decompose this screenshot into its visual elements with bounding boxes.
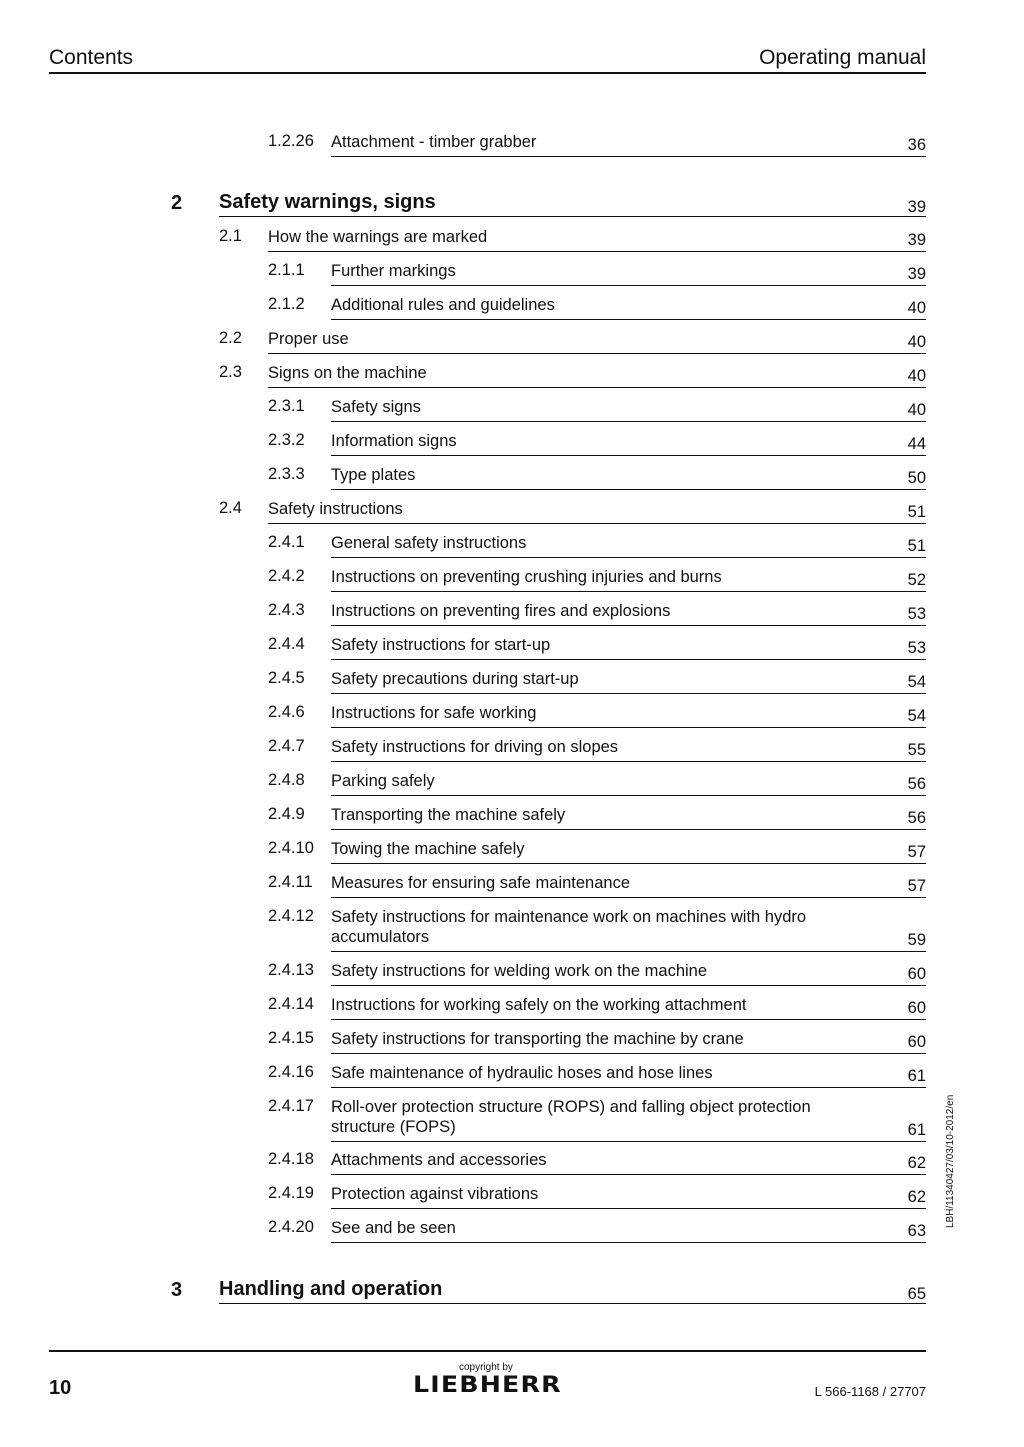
toc-entry-page: 57: [907, 843, 926, 861]
toc-entry-title: Instructions on preventing fires and explosions: [331, 602, 671, 620]
toc-entry-number: 2.4.17: [268, 1097, 314, 1115]
toc-entry[interactable]: [268, 397, 926, 421]
toc-entry-title: See and be seen: [331, 1219, 456, 1237]
toc-entry-page: 39: [907, 198, 926, 216]
toc-entry-title: Safety signs: [331, 398, 421, 416]
toc-entry-page: 63: [907, 1222, 926, 1240]
toc-entry-underline: [219, 1303, 926, 1304]
toc-entry[interactable]: [268, 1184, 926, 1208]
toc-entry[interactable]: [219, 363, 926, 387]
toc-entry-underline: [331, 591, 926, 592]
toc-entry-number: 2.1.1: [268, 261, 305, 279]
toc-entry[interactable]: [268, 703, 926, 727]
toc-entry-page: 40: [907, 299, 926, 317]
toc-entry[interactable]: [268, 961, 926, 985]
toc-entry-page: 57: [907, 877, 926, 895]
toc-entry-underline: [331, 285, 926, 286]
toc-entry-number: 3: [171, 1279, 183, 1301]
document-reference: L 566-1168 / 27707: [814, 1384, 926, 1399]
toc-entry-title: Instructions for safe working: [331, 704, 537, 722]
toc-entry-title: Protection against vibrations: [331, 1185, 539, 1203]
toc-entry-underline: [331, 1053, 926, 1054]
toc-entry-page: 62: [907, 1188, 926, 1206]
toc-entry-page: 60: [907, 1033, 926, 1051]
toc-entry-underline: [331, 761, 926, 762]
toc-entry[interactable]: [268, 1150, 926, 1174]
toc-entry-number: 2.4.20: [268, 1218, 314, 1236]
toc-entry-page: 65: [907, 1285, 926, 1303]
toc-entry-page: 59: [907, 931, 926, 949]
toc-entry-page: 44: [907, 435, 926, 453]
toc-entry-number: 2.4.5: [268, 669, 305, 687]
toc-entry-title: Additional rules and guidelines: [331, 296, 555, 314]
toc-entry-number: 2.4.4: [268, 635, 305, 653]
toc-entry-number: 2.4.2: [268, 567, 305, 585]
toc-entry-number: 2.4.3: [268, 601, 305, 619]
toc-entry[interactable]: [268, 995, 926, 1019]
toc-entry[interactable]: [268, 737, 926, 761]
toc-entry-number: 2.4.11: [268, 873, 313, 891]
toc-entry-page: 60: [907, 965, 926, 983]
toc-entry-page: 51: [907, 537, 926, 555]
toc-chapter-entry[interactable]: [171, 192, 926, 216]
toc-entry-underline: [268, 353, 926, 354]
toc-entry-number: 2.3.3: [268, 465, 305, 483]
toc-entry-page: 39: [907, 265, 926, 283]
toc-entry[interactable]: [268, 465, 926, 489]
toc-entry-underline: [331, 1242, 926, 1243]
document-code-vertical: [945, 1088, 957, 1228]
toc-entry-page: 40: [907, 333, 926, 351]
toc-entry-underline: [331, 421, 926, 422]
toc-entry-underline: [331, 1141, 926, 1142]
toc-entry-number: 2.4.19: [268, 1184, 314, 1202]
toc-entry-title: Proper use: [268, 330, 349, 348]
toc-entry-underline: [331, 693, 926, 694]
toc-entry[interactable]: [268, 873, 926, 897]
toc-entry-underline: [331, 659, 926, 660]
document-code-text: LBH/11340427/03/10-2012/en: [945, 1094, 956, 1228]
toc-entry[interactable]: [268, 261, 926, 285]
toc-entry[interactable]: [268, 431, 926, 455]
toc-entry[interactable]: [268, 805, 926, 829]
toc-entry-title: Safety instructions for driving on slopes: [331, 738, 619, 756]
toc-entry-title: Transporting the machine safely: [331, 806, 566, 824]
toc-entry[interactable]: [268, 771, 926, 795]
toc-entry-page: 60: [907, 999, 926, 1017]
footer-divider: [49, 1350, 926, 1352]
toc-entry[interactable]: [268, 1063, 926, 1087]
toc-entry-page: 53: [907, 639, 926, 657]
header-document-title: Operating manual: [759, 46, 926, 69]
toc-entry[interactable]: [268, 1097, 926, 1141]
toc-entry[interactable]: [268, 1029, 926, 1053]
toc-entry[interactable]: [268, 907, 926, 951]
toc-entry-number: 2.4.10: [268, 839, 314, 857]
toc-entry-page: 54: [907, 673, 926, 691]
toc-entry-number: 2.4.13: [268, 961, 314, 979]
toc-entry-number: 2.1.2: [268, 295, 305, 313]
toc-entry-underline: [331, 625, 926, 626]
toc-entry-page: 40: [907, 367, 926, 385]
toc-entry-page: 51: [907, 503, 926, 521]
toc-entry-number: 2.3: [219, 363, 242, 381]
toc-entry[interactable]: [268, 669, 926, 693]
toc-entry[interactable]: [219, 227, 926, 251]
liebherr-logo: LIEBHERR: [413, 1373, 562, 1398]
toc-entry-number: 2.3.1: [268, 397, 305, 415]
toc-entry-number: 2.1: [219, 227, 242, 245]
toc-entry-title: Safety instructions for start-up: [331, 636, 551, 654]
toc-entry-page: 36: [907, 136, 926, 154]
toc-entry-title: Information signs: [331, 432, 457, 450]
toc-entry-underline: [331, 1174, 926, 1175]
toc-entry[interactable]: [268, 295, 926, 319]
toc-entry-underline: [331, 727, 926, 728]
toc-entry-title: Towing the machine safely: [331, 840, 525, 858]
toc-entry-title: Safety instructions for welding work on the machine: [331, 962, 708, 980]
toc-entry-underline: [331, 1019, 926, 1020]
page-number: 10: [49, 1377, 72, 1399]
toc-entry-title: Safety warnings, signs: [219, 191, 436, 213]
header-divider: [49, 72, 926, 74]
toc-entry-title: Attachments and accessories: [331, 1151, 547, 1169]
toc-entry-underline: [331, 985, 926, 986]
toc-entry[interactable]: [219, 499, 926, 523]
toc-entry-underline: [331, 795, 926, 796]
toc-entry-title: Signs on the machine: [268, 364, 427, 382]
toc-entry-title: Attachment - timber grabber: [331, 133, 537, 151]
toc-entry-title: Type plates: [331, 466, 416, 484]
toc-entry-number: 2.4.16: [268, 1063, 314, 1081]
toc-entry-number: 2.4.9: [268, 805, 305, 823]
toc-entry-underline: [331, 863, 926, 864]
toc-entry-title: Roll-over protection structure (ROPS) and falling object protection structure (FOPS): [331, 1098, 811, 1136]
toc-entry-underline: [331, 1208, 926, 1209]
toc-entry-number: 2.4.8: [268, 771, 305, 789]
copyright-label: copyright by: [459, 1362, 513, 1373]
toc-entry[interactable]: [268, 635, 926, 659]
toc-entry-page: 40: [907, 401, 926, 419]
toc-entry-title: Instructions on preventing crushing injuries and burns: [331, 568, 722, 586]
toc-entry-underline: [331, 951, 926, 952]
toc-entry-title: Further markings: [331, 262, 456, 280]
toc-entry-number: 2.3.2: [268, 431, 305, 449]
toc-entry-page: 56: [907, 775, 926, 793]
toc-entry-page: 61: [907, 1067, 926, 1085]
toc-entry-underline: [268, 387, 926, 388]
toc-entry-underline: [331, 897, 926, 898]
toc-entry-title: Instructions for working safely on the working attachment: [331, 996, 747, 1014]
toc-entry-underline: [268, 523, 926, 524]
toc-entry-underline: [331, 829, 926, 830]
toc-entry-number: 2.4.15: [268, 1029, 314, 1047]
toc-entry-underline: [331, 455, 926, 456]
toc-entry-page: 52: [907, 571, 926, 589]
toc-entry-number: 2.4.7: [268, 737, 305, 755]
toc-entry-number: 2.4.1: [268, 533, 305, 551]
toc-entry-page: 55: [907, 741, 926, 759]
toc-entry-underline: [268, 251, 926, 252]
toc-entry-title: Safety instructions: [268, 500, 403, 518]
toc-entry-underline: [331, 557, 926, 558]
toc-entry-title: Parking safely: [331, 772, 435, 790]
toc-entry-number: 2: [171, 192, 183, 214]
toc-entry-number: 1.2.26: [268, 132, 314, 150]
toc-entry-number: 2.2: [219, 329, 242, 347]
toc-entry-underline: [331, 1087, 926, 1088]
toc-entry-title: Safe maintenance of hydraulic hoses and hose lines: [331, 1064, 713, 1082]
toc-entry[interactable]: [268, 601, 926, 625]
toc-entry-page: 54: [907, 707, 926, 725]
toc-entry-underline: [331, 489, 926, 490]
toc-entry[interactable]: [268, 1218, 926, 1242]
toc-entry-underline: [331, 156, 926, 157]
toc-entry-page: 50: [907, 469, 926, 487]
header-section-title: Contents: [49, 46, 134, 69]
toc-entry-title: General safety instructions: [331, 534, 527, 552]
toc-entry-number: 2.4.12: [268, 907, 314, 925]
toc-entry-underline: [219, 216, 926, 217]
toc-entry-title: Safety instructions for transporting the machine by crane: [331, 1030, 744, 1048]
toc-entry-number: 2.4.18: [268, 1150, 314, 1168]
toc-entry-page: 53: [907, 605, 926, 623]
toc-entry-underline: [331, 319, 926, 320]
toc-entry[interactable]: [219, 329, 926, 353]
toc-entry-number: 2.4.6: [268, 703, 305, 721]
toc-chapter-entry[interactable]: [171, 1279, 926, 1303]
toc-entry-page: 62: [907, 1154, 926, 1172]
toc-entry-title: How the warnings are marked: [268, 228, 488, 246]
toc-entry[interactable]: [268, 132, 926, 156]
toc-entry-title: Measures for ensuring safe maintenance: [331, 874, 630, 892]
toc-entry-title: Handling and operation: [219, 1278, 443, 1300]
toc-entry-number: 2.4.14: [268, 995, 314, 1013]
toc-entry-page: 39: [907, 231, 926, 249]
toc-entry-title: Safety precautions during start-up: [331, 670, 579, 688]
toc-entry-page: 61: [907, 1121, 926, 1139]
toc-entry-page: 56: [907, 809, 926, 827]
toc-entry[interactable]: [268, 839, 926, 863]
toc-entry[interactable]: [268, 533, 926, 557]
toc-entry[interactable]: [268, 567, 926, 591]
toc-entry-title: Safety instructions for maintenance work on machines with hydro accumulators: [331, 908, 807, 946]
toc-entry-number: 2.4: [219, 499, 242, 517]
